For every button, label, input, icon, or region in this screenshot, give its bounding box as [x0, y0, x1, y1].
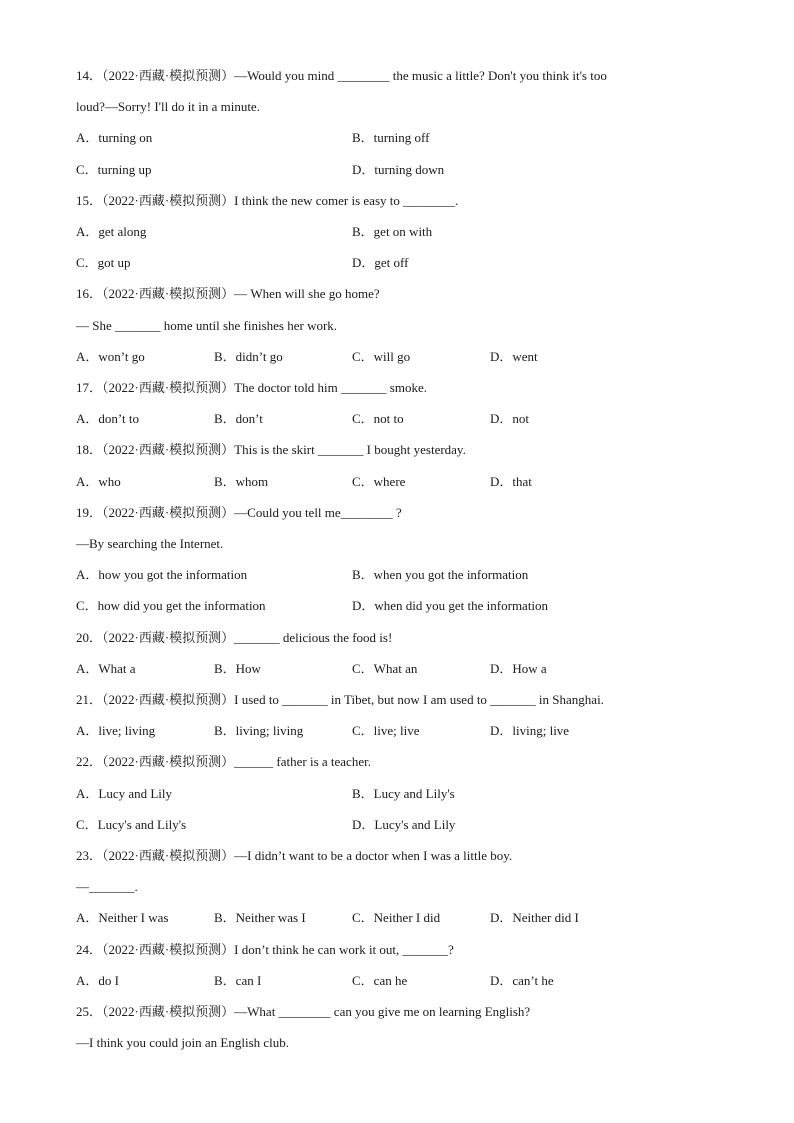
question-stem: 25．（2022·西藏·模拟预测）—What ________ can you give me on learning English? [76, 1004, 531, 1019]
question-stem: 22．（2022·西藏·模拟预测）______ father is a teacher. [76, 754, 371, 770]
answer-option: C．will go [352, 348, 411, 364]
answer-option: C．can he [352, 972, 408, 988]
answer-option: A．live; living [76, 723, 156, 739]
question-stem: 14．（2022·西藏·模拟预测）—Would you mind ________ the music a little? Don't you think it's too [76, 68, 607, 83]
answer-option: B．when you got the information [352, 567, 529, 583]
answer-option: D．living; live [490, 723, 570, 739]
answer-option: D．get off [352, 255, 409, 271]
answer-option: D．can’t he [490, 972, 554, 988]
answer-option: D．turning down [352, 161, 445, 177]
answer-option: D．How a [490, 660, 547, 676]
question-stem: 19．（2022·西藏·模拟预测）—Could you tell me________ ? [76, 504, 402, 520]
answer-option: D．Lucy's and Lily [352, 816, 456, 832]
question-line: — She _______ home until she finishes her work. [76, 317, 338, 333]
answer-option: D．that [490, 473, 532, 489]
answer-option: C．not to [352, 411, 404, 427]
answer-option: A．do I [76, 972, 119, 988]
answer-option: A．how you got the information [76, 567, 248, 583]
answer-option: B．How [214, 660, 261, 676]
question-line: loud?—Sorry! I'll do it in a minute. [76, 99, 260, 115]
question-line: —By searching the Internet. [76, 536, 224, 551]
question-stem: 20．（2022·西藏·模拟预测）_______ delicious the food is! [76, 629, 393, 645]
answer-option: C．how did you get the information [76, 598, 266, 614]
answer-option: D．went [490, 348, 538, 364]
question-stem: 21．（2022·西藏·模拟预测）I used to _______ in Tibet, but now I am used to _______ in Shanghai. [76, 692, 604, 707]
answer-option: A．turning on [76, 130, 153, 146]
answer-option: A．won’t go [76, 348, 145, 364]
answer-option: B．Lucy and Lily's [352, 785, 455, 801]
answer-option: B．turning off [352, 130, 430, 146]
answer-option: C．where [352, 473, 406, 489]
answer-option: A．who [76, 473, 121, 489]
answer-option: C．What an [352, 660, 418, 676]
answer-option: B．living; living [214, 723, 304, 739]
question-line: —I think you could join an English club. [76, 1035, 290, 1051]
answer-option: A．What a [76, 660, 136, 676]
question-stem: 15．（2022·西藏·模拟预测）I think the new comer is easy to ________. [76, 192, 459, 208]
answer-option: D．not [490, 411, 530, 427]
answer-option: C．live; live [352, 723, 420, 739]
question-stem: 18．（2022·西藏·模拟预测）This is the skirt _______ I bought yesterday. [76, 442, 466, 458]
answer-option: B．can I [214, 972, 262, 988]
question-stem: 16．（2022·西藏·模拟预测）— When will she go home? [76, 286, 380, 302]
answer-option: B．Neither was I [214, 910, 306, 926]
answer-option: A．Neither I was [76, 910, 169, 926]
answer-option: D．Neither did I [490, 910, 579, 926]
question-stem: 23．（2022·西藏·模拟预测）—I didn’t want to be a doctor when I was a little boy. [76, 848, 513, 863]
answer-option: A．Lucy and Lily [76, 785, 173, 801]
answer-option: C．Neither I did [352, 910, 441, 926]
question-stem: 24．（2022·西藏·模拟预测）I don’t think he can work it out, _______? [76, 941, 454, 957]
answer-option: B．get on with [352, 224, 433, 239]
answer-option: A．don’t to [76, 411, 139, 427]
answer-option: A．get along [76, 224, 147, 239]
answer-option: C．turning up [76, 161, 152, 177]
question-line: —_______. [76, 879, 138, 895]
question-stem: 17．（2022·西藏·模拟预测）The doctor told him _______ smoke. [76, 380, 427, 395]
answer-option: C．got up [76, 255, 131, 271]
answer-option: B．didn’t go [214, 348, 283, 364]
answer-option: D．when did you get the information [352, 598, 549, 614]
answer-option: C．Lucy's and Lily's [76, 816, 187, 832]
answer-option: B．don’t [214, 411, 263, 427]
answer-option: B．whom [214, 473, 269, 489]
